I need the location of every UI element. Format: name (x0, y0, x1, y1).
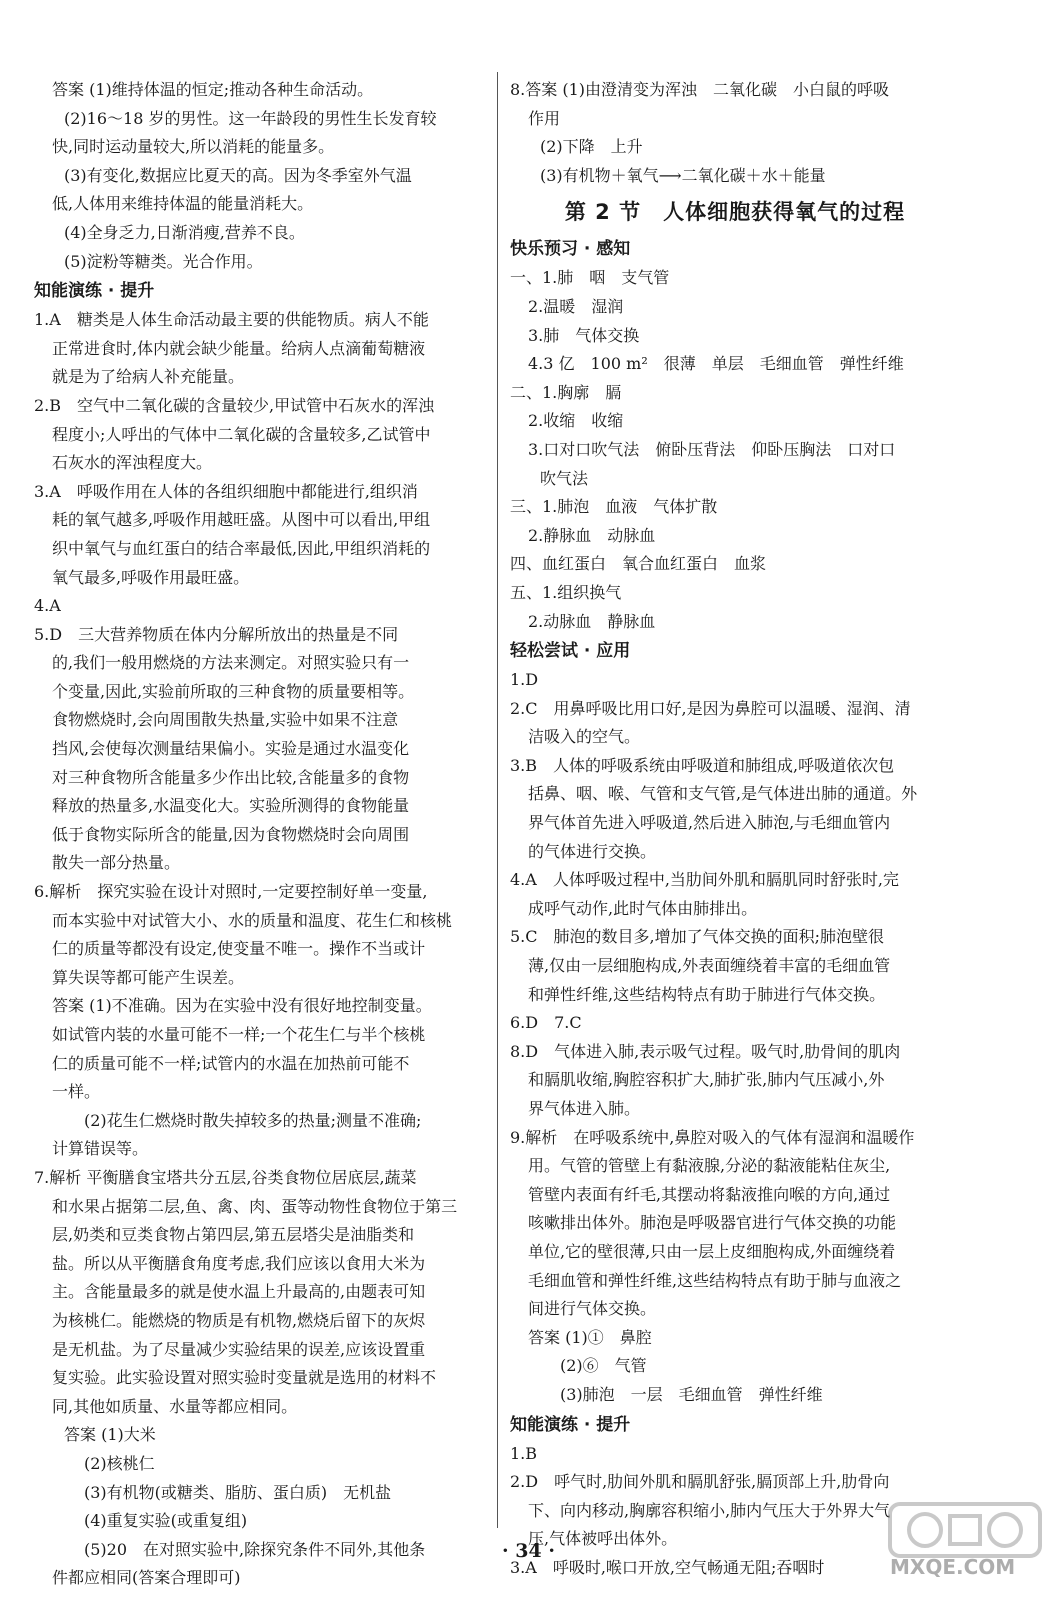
text-line: 就是为了给病人补充能量。 (52, 367, 245, 387)
text-line: 2.静脉血 动脉血 (528, 525, 656, 545)
text-line: (4)全身乏力,日渐消瘦,营养不良。 (64, 222, 305, 242)
text-line: 8.答案 (1)由澄清变为浑浊 二氧化碳 小白鼠的呼吸 (510, 80, 890, 99)
text-line: (2)⑥ 气管 (560, 1356, 647, 1376)
text-line: 答案 (1)维持体温的恒定;推动各种生命活动。 (52, 80, 374, 99)
text-line: 4.3 亿 100 m² 很薄 单层 毛细血管 弹性纤维 (528, 354, 904, 374)
text-line: (3)肺泡 一层 毛细血管 弹性纤维 (560, 1384, 823, 1404)
text-line: 同,其他如质量、水量等都应相同。 (52, 1396, 298, 1416)
text-line: 5.C 肺泡的数目多,增加了气体交换的面积;肺泡壁很 (510, 927, 884, 947)
text-line: (2)花生仁燃烧时散失掉较多的热量;测量不准确; (84, 1110, 422, 1130)
text-line: 程度小;人呼出的气体中二氧化碳的含量较多,乙试管中 (52, 424, 431, 444)
text-line: (2)下降 上升 (540, 137, 643, 157)
text-line: 3.肺 气体交换 (528, 325, 640, 345)
text-line: 4.A (34, 596, 61, 616)
text-line: (3)有机物＋氧气⟶二氧化碳＋水＋能量 (540, 165, 826, 185)
text-line: 1.A 糖类是人体生命活动最主要的供能物质。病人不能 (34, 310, 429, 330)
text-line: 3.A 呼吸作用在人体的各组织细胞中都能进行,组织消 (34, 481, 418, 501)
text-line: 个变量,因此,实验前所取的三种食物的质量要相等。 (52, 681, 415, 701)
text-line: (2)核桃仁 (84, 1453, 155, 1473)
text-line: 为核桃仁。能燃烧的物质是有机物,燃烧后留下的灰烬 (52, 1310, 426, 1330)
text-line: (2)16～18 岁的男性。这一年龄段的男性生长发育较 (64, 108, 437, 128)
text-line: 仁的质量可能不一样;试管内的水温在加热前可能不 (52, 1053, 410, 1073)
text-line: 二、1.胸廓 膈 (510, 382, 622, 402)
text-line: 氧气最多,呼吸作用最旺盛。 (52, 567, 250, 587)
text-line: 层,奶类和豆类食物占第四层,第五层塔尖是油脂类和 (52, 1225, 415, 1245)
page-number: · 34 · (502, 1540, 555, 1562)
text-line: 5.D 三大营养物质在体内分解所放出的热量是不同 (34, 624, 399, 644)
text-line: 三、1.肺泡 血液 气体扩散 (510, 497, 718, 517)
text-line: 4.A 人体呼吸过程中,当肋间外肌和膈肌同时舒张时,完 (510, 870, 899, 890)
text-line: 食物燃烧时,会向周围散失热量,实验中如果不注意 (52, 710, 399, 730)
text-line: 用。气管的管壁上有黏液腺,分泌的黏液能粘住灰尘, (528, 1156, 891, 1176)
text-line: 低于食物实际所含的能量,因为食物燃烧时会向周围 (52, 824, 410, 844)
text-line: 答案 (1)不准确。因为在实验中没有很好地控制变量。 (52, 996, 432, 1016)
text-line: 2.C 用鼻呼吸比用口好,是因为鼻腔可以温暖、湿润、清 (510, 698, 911, 718)
text-line: 盐。所以从平衡膳食角度考虑,我们应该以食用大米为 (52, 1253, 426, 1273)
text-line: 9.解析 在呼吸系统中,鼻腔对吸入的气体有湿润和温暖作 (510, 1127, 915, 1147)
text-line: 和弹性纤维,这些结构特点有助于肺进行气体交换。 (528, 984, 886, 1004)
text-line: 和水果占据第二层,鱼、禽、肉、蛋等动物性食物位于第三 (52, 1196, 458, 1216)
text-line: (4)重复实验(或重复组) (84, 1511, 248, 1531)
text-line: 界气体进入肺。 (528, 1099, 641, 1118)
text-line: 界气体首先进入呼吸道,然后进入肺泡,与毛细血管内 (528, 813, 891, 833)
text-line: 间进行气体交换。 (528, 1299, 657, 1319)
text-line: (5)20 在对照实验中,除探究条件不同外,其他条 (84, 1539, 426, 1559)
text-line: 3.口对口吹气法 俯卧压背法 仰卧压胸法 口对口 (528, 439, 896, 459)
section-heading: 知能演练 · 提升 (510, 1414, 631, 1435)
text-line: 一样。 (52, 1082, 101, 1102)
text-line: 薄,仅由一层细胞构成,外表面缠绕着丰富的毛细血管 (528, 956, 891, 976)
text-line: 一、1.肺 咽 支气管 (510, 268, 670, 288)
section-heading: 轻松尝试 · 应用 (510, 641, 631, 662)
text-line: 单位,它的壁很薄,只由一层上皮细胞构成,外面缠绕着 (528, 1241, 896, 1261)
text-line: 散失一部分热量。 (52, 853, 181, 873)
text-line: (3)有机物(或糖类、脂肪、蛋白质) 无机盐 (84, 1482, 392, 1502)
watermark-text: MXQE.COM (890, 1555, 1016, 1579)
text-line: 耗的氧气越多,呼吸作用越旺盛。从图中可以看出,甲组 (52, 510, 431, 530)
text-line: 2.温暖 湿润 (528, 296, 624, 316)
text-line: 对三种食物所含能量多少作出比较,含能量多的食物 (52, 767, 410, 787)
text-line: 的气体进行交换。 (528, 841, 657, 861)
column-divider (497, 72, 498, 1528)
text-line: 1.B (510, 1443, 538, 1463)
text-line: 五、1.组织换气 (510, 582, 622, 602)
text-line: 计算错误等。 (52, 1139, 149, 1159)
text-line: 洁吸入的空气。 (528, 727, 641, 747)
text-line: 6.D 7.C (510, 1013, 582, 1033)
text-line: 下、向内移动,胸廓容积缩小,肺内气压大于外界大气 (528, 1500, 891, 1520)
text-line: 8.D 气体进入肺,表示吸气过程。吸气时,肋骨间的肌肉 (510, 1041, 901, 1061)
text-line: 吹气法 (540, 468, 589, 488)
text-line: 2.B 空气中二氧化碳的含量较少,甲试管中石灰水的浑浊 (34, 395, 435, 415)
text-line: 低,人体用来维持体温的能量消耗大。 (52, 194, 314, 214)
text-line: 正常进食时,体内就会缺少能量。给病人点滴葡萄糖液 (52, 338, 426, 358)
text-line: 释放的热量多,水温变化大。实验所测得的食物能量 (52, 796, 410, 816)
text-line: (3)有变化,数据应比夏天的高。因为冬季室外气温 (64, 165, 412, 185)
text-line: 成呼气动作,此时气体由肺排出。 (528, 898, 758, 918)
left-column (34, 76, 492, 1593)
right-column (510, 76, 960, 1583)
text-line: 1.D (510, 670, 539, 690)
chapter-title: 第 2 节 人体细胞获得氧气的过程 (564, 200, 906, 225)
text-line: 2.收缩 收缩 (528, 411, 624, 431)
text-line: 的,我们一般用燃烧的方法来测定。对照实验只有一 (52, 653, 410, 673)
text-line: 管壁内表面有纤毛,其摆动将黏液推向喉的方向,通过 (528, 1184, 891, 1204)
text-line: 2.D 呼气时,肋间外肌和膈肌舒张,膈顶部上升,肋骨向 (510, 1472, 890, 1492)
text-line: 主。含能量最多的就是使水温上升最高的,由题表可知 (52, 1282, 426, 1302)
text-line: 算失误等都可能产生误差。 (52, 967, 245, 987)
text-line: 答案 (1)① 鼻腔 (528, 1327, 652, 1347)
section-heading: 知能演练 · 提升 (34, 281, 155, 302)
text-line: 件都应相同(答案合理即可) (52, 1568, 241, 1588)
text-line: 而本实验中对试管大小、水的质量和温度、花生仁和核桃 (52, 910, 453, 930)
text-line: 是无机盐。为了尽量减少实验结果的误差,应该设置重 (52, 1339, 426, 1359)
section-heading: 快乐预习 · 感知 (510, 239, 631, 260)
text-line: 答案 (1)大米 (64, 1425, 156, 1445)
text-line: 复实验。此实验设置对照实验时变量就是选用的材料不 (52, 1368, 437, 1388)
text-line: 3.B 人体的呼吸系统由呼吸道和肺组成,呼吸道依次包 (510, 755, 895, 775)
text-line: 毛细血管和弹性纤维,这些结构特点有助于肺与血液之 (528, 1270, 902, 1290)
text-line: 作用 (528, 108, 561, 128)
text-line: 快,同时运动量较大,所以消耗的能量多。 (52, 137, 335, 157)
text-line: 咳嗽排出体外。肺泡是呼吸器官进行气体交换的功能 (528, 1213, 897, 1233)
text-line: 石灰水的浑浊程度大。 (52, 453, 213, 473)
text-line: 和膈肌收缩,胸腔容积扩大,肺扩张,肺内气压减小,外 (528, 1070, 885, 1090)
text-line: 3.A 呼吸时,喉口开放,空气畅通无阻;吞咽时 (510, 1557, 825, 1577)
text-line: 7.解析 平衡膳食宝塔共分五层,谷类食物位居底层,蔬菜 (34, 1167, 417, 1187)
text-line: 仁的质量等都没有设定,使变量不唯一。操作不当或计 (52, 939, 426, 959)
text-line: 织中氧气与血红蛋白的结合率最低,因此,甲组织消耗的 (52, 538, 431, 558)
text-line: (5)淀粉等糖类。光合作用。 (64, 251, 263, 271)
text-line: 括鼻、咽、喉、气管和支气管,是气体进出肺的通道。外 (528, 784, 918, 804)
text-line: 2.动脉血 静脉血 (528, 611, 656, 631)
text-line: 四、血红蛋白 氧合血红蛋白 血浆 (510, 554, 767, 574)
text-line: 挡风,会使每次测量结果偏小。实验是通过水温变化 (52, 739, 410, 759)
text-line: 6.解析 探究实验在设计对照时,一定要控制好单一变量, (34, 882, 428, 902)
text-line: 压,气体被呼出体外。 (528, 1529, 678, 1549)
text-line: 如试管内装的水量可能不一样;一个花生仁与半个核桃 (52, 1025, 426, 1044)
